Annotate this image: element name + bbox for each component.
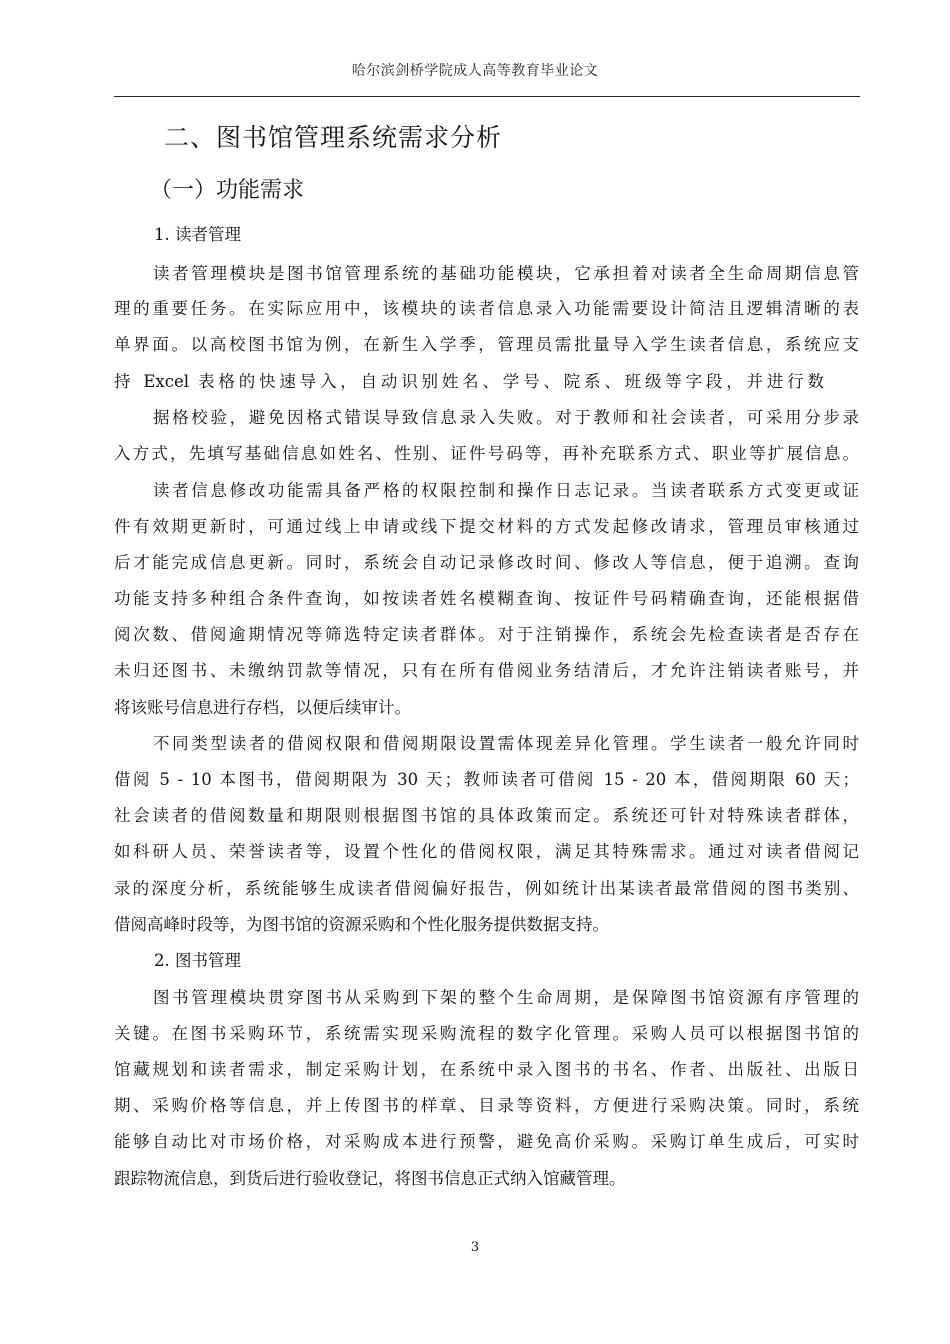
subsection-title: 2. 图书管理 <box>154 951 241 970</box>
paragraph-line: 将该账号信息进行存档，以便后续审计。 <box>114 698 411 717</box>
paragraph-line: 后才能完成信息更新。同时，系统会自动记录修改时间、修改人等信息，便于追溯。查询 <box>114 553 859 572</box>
paragraph-line: 录的深度分析，系统能够生成读者借阅偏好报告，例如统计出某读者最常借阅的图书类别、 <box>114 879 859 898</box>
subsection-title: 1. 读者管理 <box>154 225 241 244</box>
paragraph-line: 入方式，先填写基础信息如姓名、性别、证件号码等，再补充联系方式、职业等扩展信息。 <box>114 444 859 463</box>
paragraph-line: 图书管理模块贯穿图书从采购到下架的整个生命周期，是保障图书馆资源有序管理的 <box>153 988 859 1007</box>
paragraph-line: 未归还图书、未缴纳罚款等情况，只有在所有借阅业务结清后，才允许注销读者账号，并 <box>114 661 859 680</box>
header-divider <box>114 96 860 97</box>
running-header: 哈尔滨剑桥学院成人高等教育毕业论文 <box>351 63 599 79</box>
page-number: 3 <box>470 1240 480 1255</box>
paragraph-line: 期、采购价格等信息，并上传图书的样章、目录等资料，方便进行采购决策。同时，系统 <box>114 1096 859 1115</box>
paragraph-line: 读者信息修改功能需具备严格的权限控制和操作日志记录。当读者联系方式变更或证 <box>153 481 859 500</box>
chapter-title: 二、图书馆管理系统需求分析 <box>164 123 503 152</box>
paragraph-line: 跟踪物流信息，到货后进行验收登记，将图书信息正式纳入馆藏管理。 <box>114 1169 626 1188</box>
paragraph-line: 理的重要任务。在实际应用中，该模块的读者信息录入功能需要设计简洁且逻辑清晰的表 <box>114 299 859 318</box>
paragraph-line: 功能支持多种组合条件查询，如按读者姓名模糊查询、按证件号码精确查询，还能根据借 <box>114 589 859 608</box>
paragraph-line: 社会读者的借阅数量和期限则根据图书馆的具体政策而定。系统还可针对特殊读者群体， <box>114 806 859 825</box>
paragraph-line: 借阅高峰时段等，为图书馆的资源采购和个性化服务提供数据支持。 <box>114 915 609 934</box>
paragraph-line: 关键。在图书采购环节，系统需实现采购流程的数字化管理。采购人员可以根据图书馆的 <box>114 1024 859 1043</box>
paragraph-line: 如科研人员、荣誉读者等，设置个性化的借阅权限，满足其特殊需求。通过对读者借阅记 <box>114 842 859 861</box>
paragraph-line: 读者管理模块是图书馆管理系统的基础功能模块，它承担着对读者全生命周期信息管 <box>153 264 859 283</box>
paragraph-line: 能够自动比对市场价格，对采购成本进行预警，避免高价采购。采购订单生成后，可实时 <box>114 1132 859 1151</box>
paragraph-line: 阅次数、借阅逾期情况等筛选特定读者群体。对于注销操作，系统会先检查读者是否存在 <box>114 625 859 644</box>
paragraph-line: 借阅 5 - 10 本图书，借阅期限为 30 天；教师读者可借阅 15 - 20 本，借阅期限 60 天； <box>114 770 859 789</box>
paragraph-line: 单界面。以高校图书馆为例，在新生入学季，管理员需批量导入学生读者信息，系统应支 <box>114 335 859 354</box>
section-title: （一）功能需求 <box>150 178 305 203</box>
paragraph-line: 件有效期更新时，可通过线上申请或线下提交材料的方式发起修改请求，管理员审核通过 <box>114 517 859 536</box>
paragraph-line: 持 Excel 表格的快速导入，自动识别姓名、学号、院系、班级等字段，并进行数 <box>114 372 824 391</box>
paragraph-line: 馆藏规划和读者需求，制定采购计划，在系统中录入图书的书名、作者、出版社、出版日 <box>114 1060 859 1079</box>
paragraph-line: 不同类型读者的借阅权限和借阅期限设置需体现差异化管理。学生读者一般允许同时 <box>153 734 859 753</box>
paragraph-line: 据格校验，避免因格式错误导致信息录入失败。对于教师和社会读者，可采用分步录 <box>153 408 859 427</box>
